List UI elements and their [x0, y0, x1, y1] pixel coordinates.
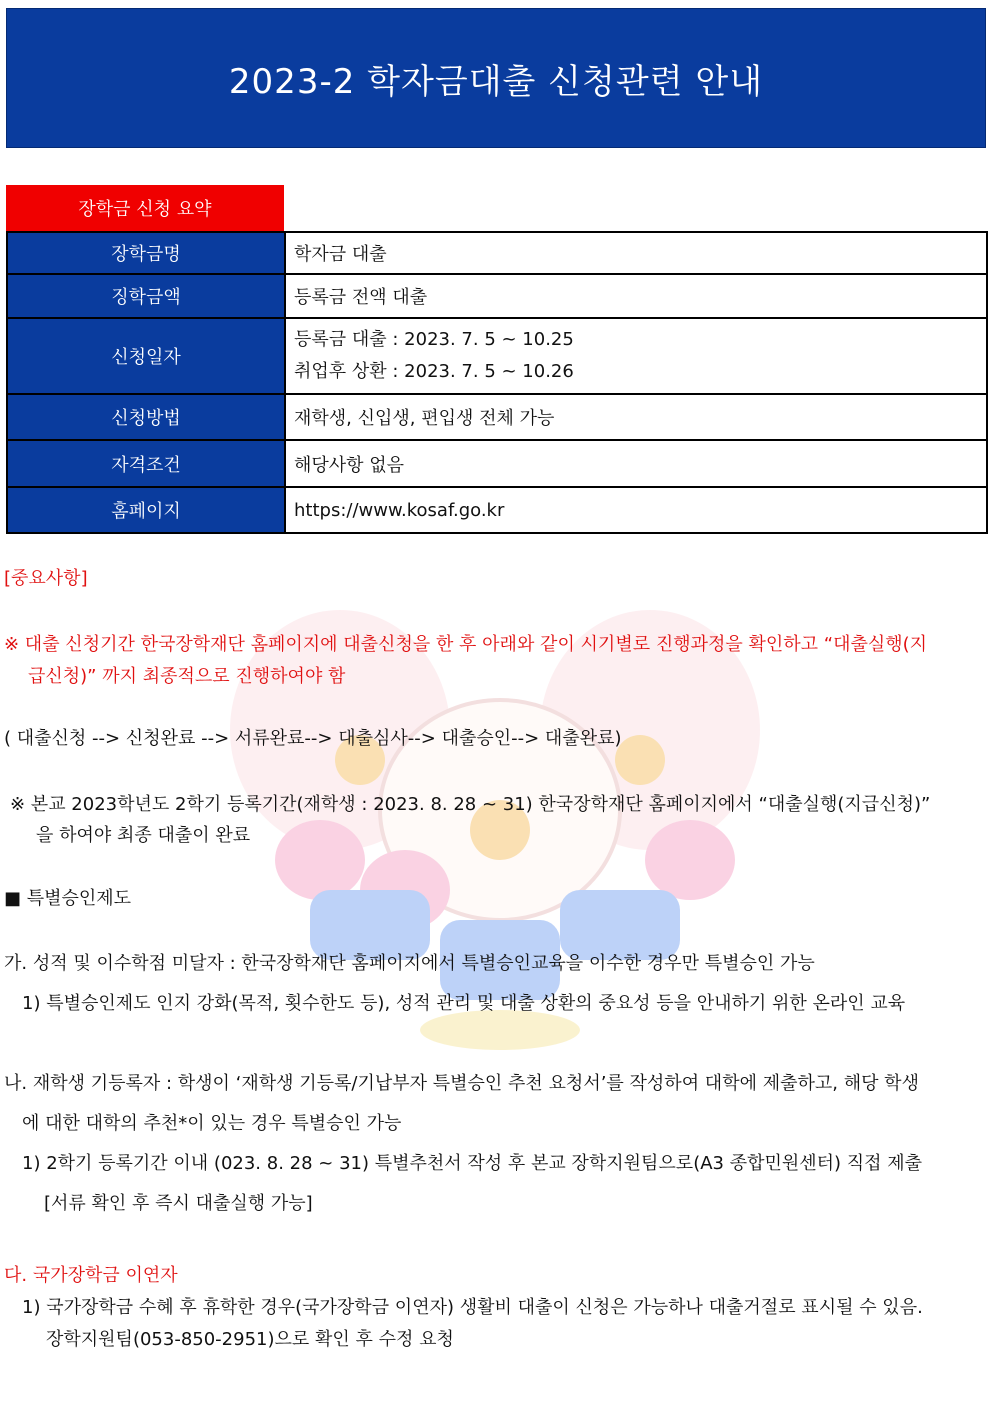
- page-title: 2023-2 학자금대출 신청관련 안내: [228, 61, 764, 102]
- section-c-item-1-line1: 1) 국가장학금 수혜 후 휴학한 경우(국가장학금 이연자) 생활비 대출이 신청은 가능하나 대출거절로 표시될 수 있음.: [22, 1297, 923, 1318]
- row-key: 신청일자: [7, 318, 285, 394]
- homepage-link[interactable]: https://www.kosaf.go.kr: [285, 487, 987, 533]
- row-value: 해당사항 없음: [285, 440, 987, 487]
- row-value: 재학생, 신입생, 편입생 전체 가능: [285, 394, 987, 440]
- important-heading: [중요사항]: [4, 568, 88, 589]
- section-b-item-1-line1: 1) 2학기 등록기간 이내 (023. 8. 28 ~ 31) 특별추천서 작성 후 본교 장학지원팀으로(A3 종합민원센터) 직접 제출: [22, 1153, 923, 1174]
- section-a-item-1: 1) 특별승인제도 인지 강화(목적, 횟수한도 등), 성적 관리 및 대출 상환의 중요성 등을 안내하기 위한 온라인 교육: [22, 993, 906, 1014]
- section-b-item-1-line2: [서류 확인 후 즉시 대출실행 가능]: [44, 1193, 313, 1214]
- row-key: 자격조건: [7, 440, 285, 487]
- row-key: 신청방법: [7, 394, 285, 440]
- loan-period: 등록금 대출 : 2023. 7. 5 ~ 10.25: [294, 329, 574, 350]
- row-value: 학자금 대출: [285, 232, 987, 274]
- row-key: 장학금명: [7, 232, 285, 274]
- summary-tab: 장학금 신청 요약: [6, 185, 284, 231]
- row-key: 징학금액: [7, 274, 285, 318]
- important-note-line2: 급신청)” 까지 최종적으로 진행하여야 함: [28, 666, 346, 687]
- registration-notice-line1: ※ 본교 2023학년도 2학기 등록기간(재학생 : 2023. 8. 28 ~ 31) 한국장학재단 홈페이지에서 “대출실행(지급신청)”: [10, 794, 931, 815]
- repayment-period: 취업후 상환 : 2023. 7. 5 ~ 10.26: [294, 361, 574, 382]
- row-key: 홈페이지: [7, 487, 285, 533]
- process-flow: ( 대출신청 --> 신청완료 --> 서류완료--> 대출심사--> 대출승인--> 대출완료): [4, 728, 622, 749]
- section-a-title: 가. 성적 및 이수학점 미달자 : 한국장학재단 홈페이지에서 특별승인교육을 이수한 경우만 특별승인 가능: [4, 953, 815, 974]
- registration-notice-line2: 을 하여야 최종 대출이 완료: [36, 825, 251, 846]
- section-c-title: 다. 국가장학금 이연자: [4, 1265, 178, 1286]
- section-b-title-line1: 나. 재학생 기등록자 : 학생이 ‘재학생 기등록/기납부자 특별승인 추천 요청서’를 작성하여 대학에 제출하고, 해당 학생: [4, 1073, 919, 1094]
- row-value: 등록금 전액 대출: [285, 274, 987, 318]
- important-note-line1: ※ 대출 신청기간 한국장학재단 홈페이지에 대출신청을 한 후 아래와 같이 시기별로 진행과정을 확인하고 “대출실행(지: [4, 634, 928, 655]
- special-approval-heading: ■ 특별승인제도: [4, 888, 132, 909]
- section-c-item-1-line2: 장학지원팀(053-850-2951)으로 확인 후 수정 요청: [46, 1329, 454, 1350]
- section-b-title-line2: 에 대한 대학의 추천*이 있는 경우 특별승인 가능: [22, 1113, 402, 1134]
